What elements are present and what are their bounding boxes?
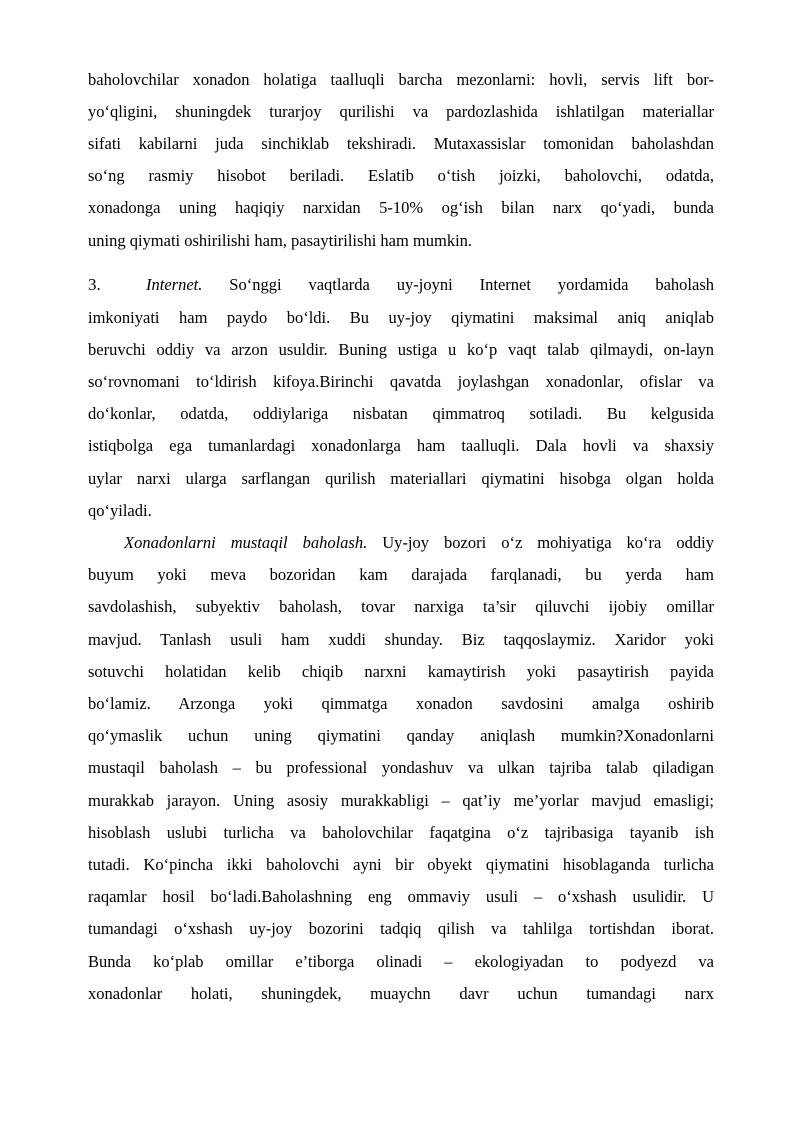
paragraph-line: xonadonga uning haqiqiy narxidan 5-10% og‘ish bilan narx qo‘yadi, bunda: [88, 198, 714, 217]
paragraph-line: buyum yoki meva bozoridan kam darajada farqlanadi, bu yerda ham: [88, 565, 714, 584]
paragraph-line: istiqbolga ega tumanlardagi xonadonlarga ham taalluqli. Dala hovli va shaxsiy: [88, 436, 714, 455]
paragraph-line: tumandagi o‘xshash uy-joy bozorini tadqiq qilish va tahlilga tortishdan iborat.: [88, 919, 714, 938]
paragraph-line: raqamlar hosil bo‘ladi.Baholashning eng ommaviy usuli – o‘xshash usulidir. U: [88, 887, 714, 906]
paragraph-line: uylar narxi ularga sarflangan qurilish materiallari qiymatini hisobga olgan holda: [88, 469, 714, 488]
paragraph-line: murakkab jarayon. Uning asosiy murakkabligi – qat’iy me’yorlar mavjud emasligi;: [88, 791, 714, 810]
paragraph-line: imkoniyati ham paydo bo‘ldi. Bu uy-joy qiymatini maksimal aniq aniqlab: [88, 308, 714, 327]
paragraph-line: hisoblash uslubi turlicha va baholovchilar faqatgina o‘z tajribasiga tayanib ish: [88, 823, 714, 842]
paragraph-line: baholovchilar xonadon holatiga taalluqli barcha mezonlarni: hovli, servis lift bor-: [88, 70, 714, 89]
paragraph-line: so‘rovnomani to‘ldirish kifoya.Birinchi qavatda joylashgan xonadonlar, ofislar va: [88, 372, 714, 391]
list-number: 3.: [88, 275, 101, 294]
paragraph-line: mustaqil baholash – bu professional yondashuv va ulkan tajriba talab qiladigan: [88, 758, 714, 777]
paragraph-line: bo‘lamiz. Arzonga yoki qimmatga xonadon savdosini amalga oshirib: [88, 694, 714, 713]
section-first-line: [124, 531, 714, 555]
paragraph-line: so‘ng rasmiy hisobot beriladi. Eslatib o‘tish joizki, baholovchi, odatda,: [88, 166, 714, 185]
section-first-line: [146, 273, 714, 297]
section-heading: Internet.: [146, 275, 203, 294]
paragraph-line: tutadi. Ko‘pincha ikki baholovchi ayni bir obyekt qiymatini hisoblaganda turlicha: [88, 855, 714, 874]
paragraph-line: sotuvchi holatidan kelib chiqib narxni kamaytirish yoki pasaytirish payida: [88, 662, 714, 681]
paragraph-line: sifati kabilarni juda sinchiklab tekshiradi. Mutaxassislar tomonidan baholashdan: [88, 134, 714, 153]
paragraph-line: mavjud. Tanlash usuli ham xuddi shunday. Biz taqqoslaymiz. Xaridor yoki: [88, 630, 714, 649]
paragraph-line: beruvchi oddiy va arzon usuldir. Buning ustiga u ko‘p vaqt talab qilmaydi, on-layn: [88, 340, 714, 359]
paragraph-line: do‘konlar, odatda, oddiylariga nisbatan qimmatroq sotiladi. Bu kelgusida: [88, 404, 714, 423]
paragraph-line: xonadonlar holati, shuningdek, muaychn davr uchun tumandagi narx: [88, 984, 714, 1003]
section-first-line-text: Uy-joy bozori o‘z mohiyatiga ko‘ra oddiy: [367, 533, 714, 552]
paragraph-line: qo‘yiladi.: [88, 501, 152, 520]
paragraph-line: yo‘qligini, shuningdek turarjoy qurilishi va pardozlashida ishlatilgan materiallar: [88, 102, 714, 121]
section-first-line-text: So‘nggi vaqtlarda uy-joyni Internet yordamida baholash: [202, 275, 714, 294]
section-heading: Xonadonlarni mustaqil baholash.: [124, 533, 368, 552]
paragraph-line: uning qiymati oshirilishi ham, pasaytirilishi ham mumkin.: [88, 231, 473, 250]
paragraph-line: Bunda ko‘plab omillar e’tiborga olinadi – ekologiyadan to podyezd va: [88, 952, 714, 971]
paragraph-line: qo‘ymaslik uchun uning qiymatini qanday aniqlash mumkin?Xonadonlarni: [88, 726, 714, 745]
paragraph-line: savdolashish, subyektiv baholash, tovar narxiga ta’sir qiluvchi ijobiy omillar: [88, 597, 714, 616]
